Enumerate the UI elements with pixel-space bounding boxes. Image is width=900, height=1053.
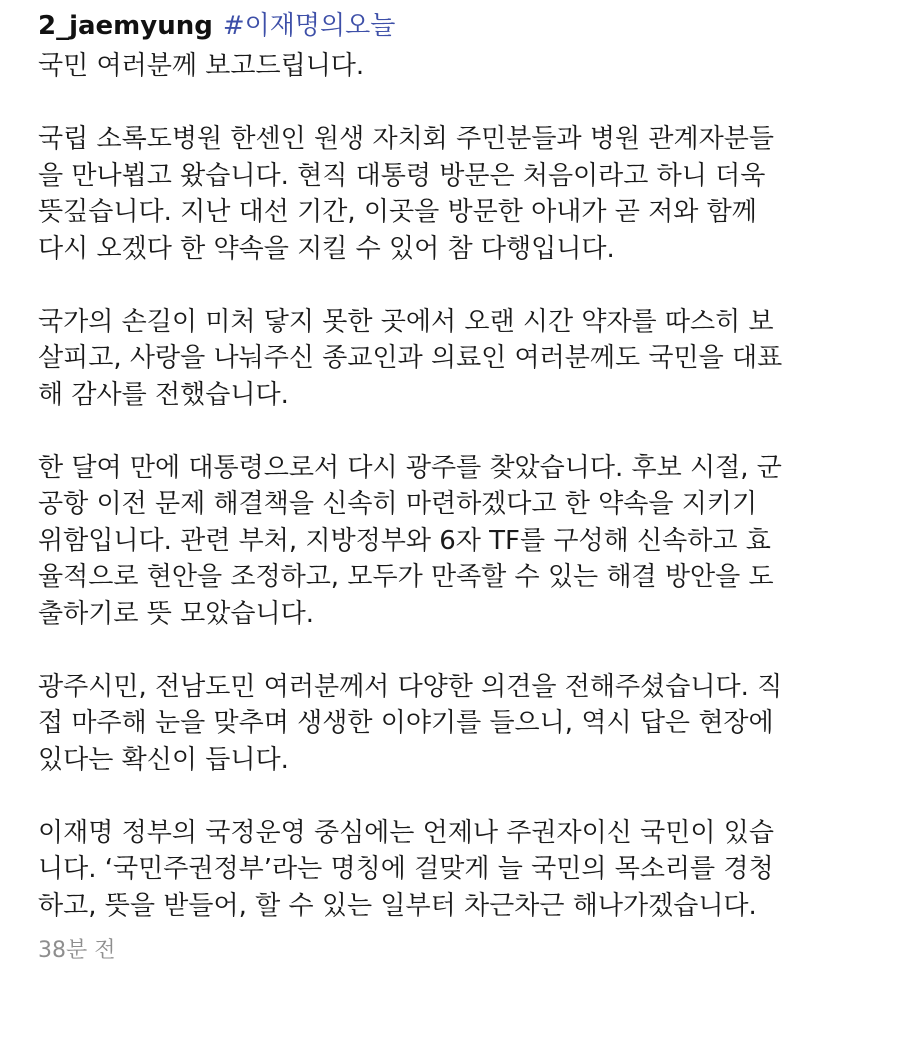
caption-line: 한 달여 만에 대통령으로서 다시 광주를 찾았습니다. 후보 시절, 군 — [38, 452, 782, 483]
caption-paragraph — [38, 450, 864, 633]
caption-line: 다시 오겠다 한 약속을 지킬 수 있어 참 다행입니다. — [38, 233, 615, 264]
caption-line: 접 마주해 눈을 맞추며 생생한 이야기를 들으니, 역시 답은 현장에 — [38, 708, 774, 738]
caption-line: 국립 소록도병원 한센인 원생 자치회 주민분들과 병원 관계자분들 — [38, 124, 774, 154]
caption-paragraph — [38, 304, 864, 414]
hashtag-link[interactable]: #이재명의오늘 — [222, 11, 396, 41]
caption-line: 있다는 확신이 듭니다. — [38, 744, 289, 775]
caption-body — [38, 48, 864, 924]
caption-line: 해 감사를 전했습니다. — [38, 379, 289, 410]
caption-line: 이재명 정부의 국정운영 중심에는 언제나 주권자이신 국민이 있습 — [38, 817, 774, 848]
caption-line: 뜻깊습니다. 지난 대선 기간, 이곳을 방문한 아내가 곧 저와 함께 — [38, 197, 757, 227]
caption-line: 하고, 뜻을 받들어, 할 수 있는 일부터 차근차근 해나가겠습니다. — [38, 890, 757, 921]
caption-paragraph — [38, 815, 864, 925]
username-link[interactable]: 2_jaemyung — [38, 11, 213, 41]
caption-line: 을 만나뵙고 왔습니다. 현직 대통령 방문은 처음이라고 하니 더욱 — [38, 160, 766, 191]
post-timestamp: 38분 전 — [38, 938, 116, 963]
caption-paragraph — [38, 48, 864, 85]
caption-line: 출하기로 뜻 모았습니다. — [38, 598, 314, 629]
caption-paragraph — [38, 121, 864, 267]
post-header — [38, 6, 864, 46]
caption-line: 국민 여러분께 보고드립니다. — [38, 51, 365, 81]
caption-line: 광주시민, 전남도민 여러분께서 다양한 의견을 전해주셨습니다. 직 — [38, 671, 783, 702]
caption-line: 니다. ‘국민주권정부’라는 명칭에 걸맞게 늘 국민의 목소리를 경청 — [38, 854, 774, 884]
caption-line: 국가의 손길이 미처 닿지 못한 곳에서 오랜 시간 약자를 따스히 보 — [38, 306, 774, 337]
caption-line: 살피고, 사랑을 나눠주신 종교인과 의료인 여러분께도 국민을 대표 — [38, 343, 783, 373]
caption-line: 율적으로 현안을 조정하고, 모두가 만족할 수 있는 해결 방안을 도 — [38, 562, 774, 592]
caption-line: 위함입니다. 관련 부처, 지방정부와 6자 TF를 구성해 신속하고 효 — [38, 525, 771, 556]
caption-line: 공항 이전 문제 해결책을 신속히 마련하겠다고 한 약속을 지키기 — [38, 489, 758, 519]
caption-paragraph — [38, 669, 864, 779]
